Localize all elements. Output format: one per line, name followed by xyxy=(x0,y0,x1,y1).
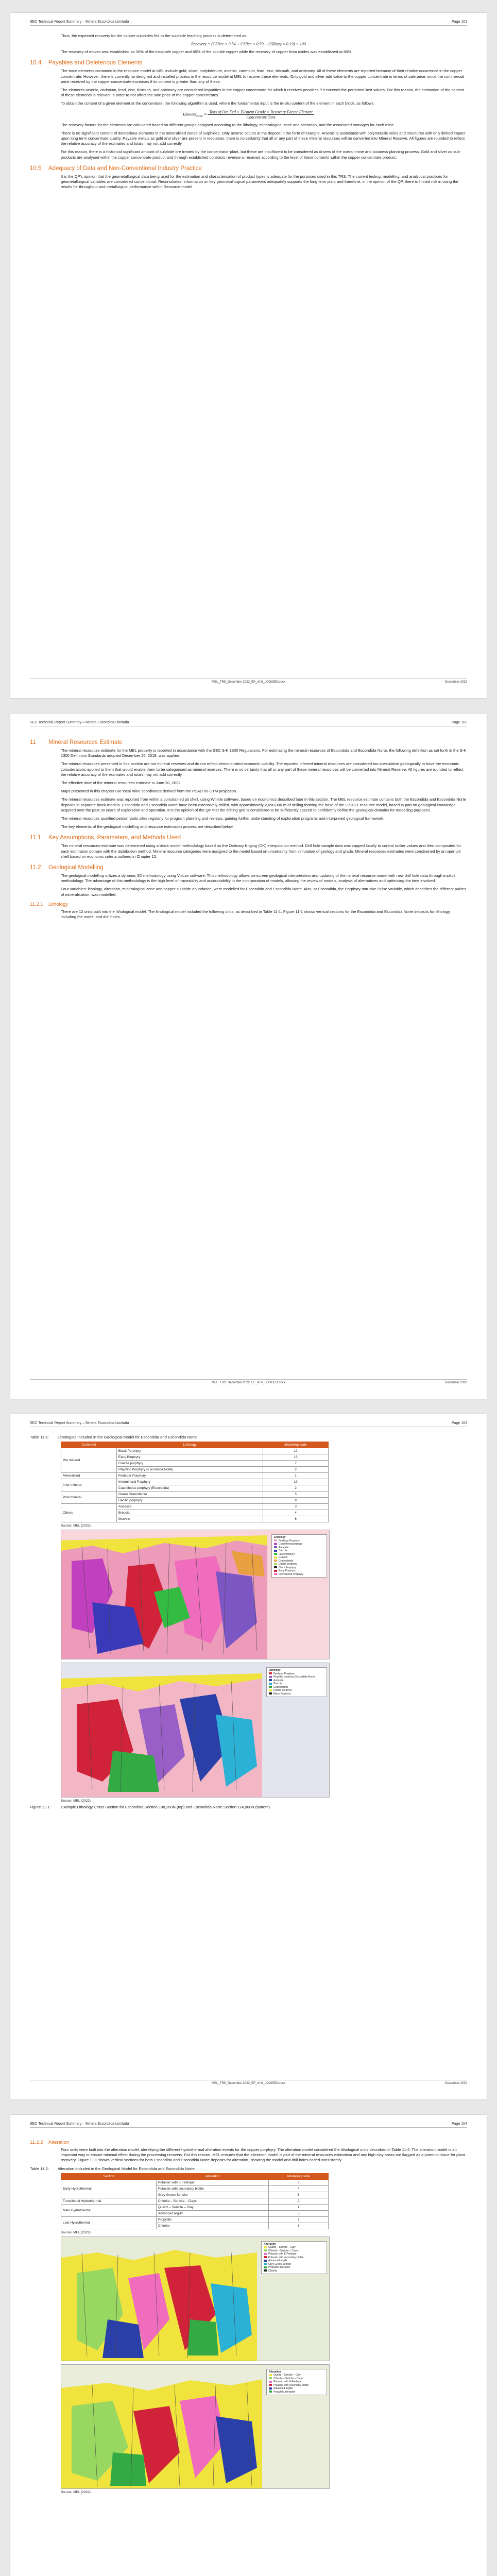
table-cell: 4 xyxy=(263,1510,329,1516)
legend-swatch xyxy=(264,2249,267,2251)
paragraph: The recovery of moves was established as 30% of the insoluble copper and 60% of the soluble copper while the recovery of copper from oxides was established at 60%. xyxy=(61,49,353,55)
legend-label: Breccia xyxy=(279,1549,287,1552)
paragraph: The recovery factors for the elements are calculated based on different groups assigned according to the lithology, mineralogical zone and alteration, and the associated tonnages for each mine. xyxy=(61,122,395,127)
lithology-table xyxy=(61,1442,329,1522)
legend-item xyxy=(264,2269,324,2273)
legend-swatch xyxy=(264,2263,267,2265)
legend-label: Feldspar Porphyry xyxy=(273,1672,295,1675)
table-cell: Early Porphyry xyxy=(116,1454,263,1461)
legend-swatch xyxy=(274,1539,277,1541)
table-cell: Rhyolitic Porphyry (Escondida Norte) xyxy=(116,1467,263,1473)
paragraph: The mineral resources estimate was reported from within a constrained pit shell, using Whittle software, based on economics described later in this section. The MEL resource estimate contains both the Escondida and Escondida Norte deposits in separate block models. Escondida and Escondida Norte have been extensively drilled, with approximately 2,690,000 m of drilling forming the base of the LP2021 resource model, based in part on geological knowledge acquired over the past 30 years of exploration and operation. It is the opinion of the QP that the drilling grid is considered to be sufficiently spaced to confidently define the geological domains for modelling purposes. xyxy=(61,797,466,812)
page-103 xyxy=(10,1414,487,2099)
table-group-cell: Post mineral xyxy=(61,1492,117,1504)
legend-swatch xyxy=(269,1692,272,1694)
table-cell: Potassic with secondary biotite xyxy=(156,2185,268,2192)
paragraph: The mineral resources qualified person visits sites regularly for program planning and reviews, gaining further understanding of exploration programs and interpreted geological framework. xyxy=(61,816,385,821)
table-cell: 3 xyxy=(263,1504,329,1510)
table-cell: Breccia xyxy=(116,1510,263,1516)
paragraph: Four units were built into the alteration model, identifying the different hydrothermal alteration events for the copper porphyry. The alteration model considered the lithological units described in Table 11-2. The alteration model is an important way to ensure minimal effect during the processing recovery. For this reason, MEL ensures that the alteration model is part of the mineral resources estimation and any high clay areas are flagged as a potential issue for plant recovery. Figure 11-2 shows vertical sections for both Escondida and Escondida Norte deposits for alteration, showing the model and drill holes coded consistently. xyxy=(61,2147,465,2163)
legend-swatch xyxy=(274,1566,277,1568)
legend-label: Advanced argillic xyxy=(273,2387,293,2391)
table-group-cell: Transitional Hydrothermal xyxy=(61,2198,157,2204)
footer-file: MEL_TRS_December 2022_EF_v0.6_LOGGED.docx xyxy=(212,681,285,684)
table-group-cell: Early Hydrothermal xyxy=(61,2179,157,2198)
legend-label: Dacitic porphyry xyxy=(279,1563,297,1566)
legend-label: Andesite xyxy=(273,1679,284,1682)
legend-label: Breccia xyxy=(273,1682,282,1685)
table-cell: Coarse porphyry xyxy=(116,1461,263,1467)
table-group-cell: Mineralised xyxy=(61,1473,117,1479)
section-heading-10-4: 10.4 Payables and Deleterious Elements xyxy=(30,60,143,66)
lithology-legend-top xyxy=(271,1534,327,1578)
table-row xyxy=(61,1492,329,1498)
page-header xyxy=(30,1421,467,1427)
legend-label: Black Porphyry xyxy=(279,1566,296,1569)
legend-label: Quartz – Sericite – Clay xyxy=(268,2246,296,2249)
table-cell: 7 xyxy=(263,1461,329,1467)
page-header xyxy=(30,721,467,726)
legend-label: Grey Green Sericite xyxy=(268,2262,292,2266)
table-cell: Advanced argillic xyxy=(156,2210,268,2216)
table-header-cell: Alteration xyxy=(156,2173,268,2179)
legend-swatch xyxy=(274,1553,277,1555)
chapter-heading-11: 11 Mineral Resources Estimate xyxy=(30,739,123,745)
table-group-cell: Main Hydrothermal xyxy=(61,2204,157,2216)
paragraph: The mineral resources presented in this section are not mineral reserves and do not reflect demonstrated economic viability. The reported inferred mineral resources are considered too speculative geologically to have the economic considerations applied to them that would enable them to be categorised as mineral reserves. There is no certainty that all or any part of these mineral resources will be converted into Mineral Reserve. All figures are rounded to reflect the relative accuracy of the estimates and totals may not add correctly. xyxy=(61,761,464,777)
paragraph: The trace elements contained in the resource model at MEL include gold, silver, molybdenum, arsenic, cadmium, lead, zinc, bismuth, and antimony. All of these elements are reported because of their relative occurrence in the copper concentrate. However, there is currently no designed and installed process in the resource model at MEL to recover these elements. Only gold and silver add value to the copper concentrate in terms of sale price, since the commercial price received by the copper concentrate increases if its content is greater than any of these. xyxy=(61,69,465,84)
legend-label: Granodioritic xyxy=(273,1685,288,1689)
table-cell: 2 xyxy=(263,1485,329,1492)
table-cell: 12 xyxy=(263,1448,329,1454)
page-header xyxy=(30,20,467,26)
legend-swatch xyxy=(264,2246,267,2248)
legend-label: Chlorite – Sericite – Clays xyxy=(268,2249,298,2252)
table-cell: 7 xyxy=(269,2216,329,2223)
legend-label: Quartz – Sericite – Clay xyxy=(273,2374,301,2377)
legend-label: Potassic with secondary biotite xyxy=(273,2383,309,2387)
footer-file: MEL_TRS_December 2022_EF_v0.6_LOGGED.docx xyxy=(212,1381,285,1384)
figure-caption: Figure 11-1: Example Lithology Cross-Section for Escondida Section 108,260N (top) and Escondida Norte Section 114,000N (bottom) xyxy=(30,1805,270,1809)
paragraph: The geological modelling utilizes a dynamic 3D methodology using Vulcan software. This methodology allows on-screen geological interpretation and updating of the mineral resource model with new drill hole data through implicit methodology. The advantage of this methodology is the high level of traceability and accountability in the incorporation of models, allowing the review of models, analysis of alternatives and optimising the time involved. xyxy=(61,873,456,884)
legend-title: Lithology xyxy=(274,1536,286,1539)
legend-title: Lithology xyxy=(269,1669,281,1672)
lithology-section-escondida-norte xyxy=(61,1663,330,1798)
header-title: SEC Technical Report Summary – Minera Escondida Limitada xyxy=(30,1421,129,1425)
legend-title: Alteration xyxy=(269,2370,281,2374)
section-heading-11-2: 11.2 Geological Modelling xyxy=(30,865,104,871)
paragraph: For this reason, there is a historical significant amount of sulphide ore treated by the concentrator plant, but these are insufficient to be considered as drivers of the overall mine and business planning process. Gold and silver as sub-products are analysed within the copper concentrate product and through established contracts revenue is received according to the level of these contents within the copper concentrate product. xyxy=(61,149,461,160)
page-number: Page 103 xyxy=(452,1421,467,1425)
figure-source: Source: MEL (2022) xyxy=(61,2490,91,2494)
table-cell: Cuarcifeous porphyry (Escondida) xyxy=(116,1485,263,1492)
table-caption: Table 11-2: Alteration Included in the Geological Model for Escondida and Escondida Norte xyxy=(30,2166,195,2171)
legend-swatch xyxy=(269,2381,272,2383)
table-cell: Black Porphyry xyxy=(116,1448,263,1454)
legend-swatch xyxy=(269,1679,272,1681)
table-header-cell: Section xyxy=(61,2173,157,2179)
table-row xyxy=(61,2179,329,2185)
page-footer xyxy=(30,1379,467,1386)
legend-label: Propylitic alteration xyxy=(273,2390,296,2394)
legend-swatch xyxy=(264,2256,267,2258)
legend-swatch xyxy=(274,1570,277,1572)
legend-swatch xyxy=(269,1686,272,1688)
legend-swatch xyxy=(269,2384,272,2386)
legend-label: Gravels xyxy=(279,1556,288,1559)
legend-swatch xyxy=(274,1573,277,1575)
legend-label: Early Porphyry xyxy=(279,1569,296,1572)
legend-label: Cuarcifeousporphyry xyxy=(279,1543,303,1546)
table-cell: 1 xyxy=(263,1473,329,1479)
alteration-section-escondida xyxy=(61,2236,330,2361)
paragraph: Maps presented in this chapter use local mine coordinates derived from the PSAD-56 UTM projection. xyxy=(61,789,237,794)
legend-label: Chlorite xyxy=(268,2269,278,2273)
legend-swatch xyxy=(269,2374,272,2376)
alteration-section-escondida-norte xyxy=(61,2364,330,2489)
table-group-cell: Late Hydrothermal xyxy=(61,2216,157,2229)
footer-date: December 2022 xyxy=(445,1381,467,1384)
table-group-cell: Others xyxy=(61,1504,117,1522)
table-header-cell: Lithology xyxy=(116,1442,263,1448)
table-header-row xyxy=(61,2173,329,2179)
page-104 xyxy=(10,2115,487,2576)
legend-swatch xyxy=(264,2269,267,2272)
legend-label: Granodioritic xyxy=(279,1559,294,1563)
footer-date: December 2022 xyxy=(445,2082,467,2085)
paragraph: Four variables: lithology, alteration, mineralogical zone and copper sulphide abundance, were modelled for Escondida and Escondida Norte. Also, at Escondida, the Porphyry Intrusive Pulse variable, which describes the different pulses of mineralisation, was modelled. xyxy=(61,887,466,897)
table-cell: 6 xyxy=(269,2192,329,2198)
table-row xyxy=(61,1448,329,1454)
paragraph: It is the QP's opinion that the geometallurgical data being used for the estimation and characterisation of product types is adequate for the purposes used in this TRS. The current testing, modelling, and analytical practices for geometallurgical variables are considered conventional. Reconciliation information on key geometallurgical parameters adequately supports the long term plan; and therefore, in the opinion of the QP, there is limited risk in using the results for throughput and metallurgical performance within Resource model. xyxy=(61,174,458,190)
page-number: Page 104 xyxy=(452,2122,467,2126)
table-cell: Chlorite – Sericite – Clays xyxy=(156,2198,268,2204)
section-heading-11-1: 11.1 Key Assumptions, Parameters, and Methods Used xyxy=(30,835,181,841)
table-header-cell: Comment xyxy=(61,1442,117,1448)
page-101 xyxy=(10,13,487,698)
legend-label: Advanced argillic xyxy=(268,2259,288,2263)
section-heading-10-5: 10.5 Adequacy of Data and Non-Conventional Industry Practice xyxy=(30,165,202,172)
paragraph: The effective date of the mineral resources estimate is June 30, 2022. xyxy=(61,781,182,786)
table-cell: 8 xyxy=(269,2223,329,2229)
table-cell: Dacitic porphyry xyxy=(116,1498,263,1504)
legend-swatch xyxy=(274,1563,277,1565)
header-title: SEC Technical Report Summary – Minera Escondida Limitada xyxy=(30,721,129,724)
table-cell: 1 xyxy=(269,2204,329,2210)
table-cell: 5 xyxy=(263,1492,329,1498)
legend-swatch xyxy=(269,2377,272,2379)
legend-swatch xyxy=(269,1689,272,1691)
table-cell: 2 xyxy=(269,2198,329,2204)
table-cell: 19 xyxy=(263,1479,329,1485)
legend-label: Rhyolitic porphyry (Escondida Norte) xyxy=(273,1675,316,1679)
table-header-cell: Modelling code xyxy=(269,2173,329,2179)
section-heading-11-2-2: 11.2.2 Alteration xyxy=(30,2140,70,2145)
table-cell: Feldspar Porphyry xyxy=(116,1473,263,1479)
page-number: Page 102 xyxy=(452,721,467,724)
table-source: Source: MEL (2022) xyxy=(61,1524,91,1528)
table-cell: Grey Green Sericite xyxy=(156,2192,268,2198)
legend-label: Late Porphyry xyxy=(279,1552,295,1556)
page-footer xyxy=(30,2080,467,2087)
legend-swatch xyxy=(264,2253,267,2255)
table-cell: 2 xyxy=(263,1467,329,1473)
legend-title: Alteration xyxy=(264,2242,276,2246)
footer-file: MEL_TRS_December 2022_EF_v0.6_LOGGED.docx xyxy=(212,2082,285,2085)
legend-label: Potassic with K Feldspar xyxy=(268,2252,297,2256)
lithology-section-escondida xyxy=(61,1530,330,1659)
legend-label: Propylitic alteration xyxy=(268,2266,290,2269)
legend-swatch xyxy=(269,1676,272,1678)
table-row xyxy=(61,2198,329,2204)
legend-label: Feldspar Porphyry xyxy=(279,1539,300,1543)
figure-source: Source: MEL (2022) xyxy=(61,1799,91,1803)
table-cell: Gravels xyxy=(116,1516,263,1522)
legend-label: Intermineral Porphyry xyxy=(279,1572,303,1576)
legend-item xyxy=(274,1573,324,1577)
legend-swatch xyxy=(274,1550,277,1552)
paragraph: The elements arsenic, cadmium, lead, zinc, bismuth, and antimony are considered impurities in the copper concentrate for which it receives penalties if it exceeds the permitted limit values. For this reason, the estimation of the content of these elements is relevant in order to not affect the sale price of the copper concentrates. xyxy=(61,88,465,98)
paragraph: The key elements of the geological modelling and resource estimation process are described below. xyxy=(61,824,234,829)
page-footer xyxy=(30,679,467,686)
table-group-cell: Inter mineral xyxy=(61,1479,117,1492)
table-cell: Andesite xyxy=(116,1504,263,1510)
table-group-cell: Pre mineral xyxy=(61,1448,117,1473)
paragraph: This mineral resources estimate was determined using a block model methodology based on the Ordinary Kriging (OK) interpolation method. Drill hole sample data was capped locally to control outlier values and then composited for each estimation domain with the distribution method. Mineral resource categories were assigned to the model based on uncertainty from simulation of geology and grade. Mineral resources estimates were constrained by an open pit shell based on economic criteria outlined in Chapter 12. xyxy=(61,843,461,859)
table-cell: 6 xyxy=(263,1516,329,1522)
table-row xyxy=(61,2204,329,2210)
page-102 xyxy=(10,714,487,1399)
table-cell: Green Granodiorite xyxy=(116,1492,263,1498)
paragraph: To obtain the content of a given element at the concentrate, the following algorithm is used, where the fundamental input is the in-situ content of the element in each block, as follows: xyxy=(61,101,375,106)
table-cell: Intermineral Porphyry xyxy=(116,1479,263,1485)
table-source: Source: MEL (2022) xyxy=(61,2230,91,2234)
table-cell: Potassic with K Feldspar xyxy=(156,2179,268,2185)
table-cell: 3 xyxy=(269,2179,329,2185)
legend-label: Dacitic porphyry xyxy=(273,1689,292,1692)
recovery-equation: Recovery = (CSRcc × 0.54 + CSRcc × 0.59 + CSRcpy × 0.19) × 100 xyxy=(191,42,306,47)
lithology-legend-bottom xyxy=(266,1667,327,1697)
legend-item xyxy=(269,2391,324,2394)
legend-swatch xyxy=(274,1543,277,1545)
alteration-table xyxy=(61,2173,329,2229)
table-cell: Chlorite xyxy=(156,2223,268,2229)
table-header-row xyxy=(61,1442,329,1448)
table-row xyxy=(61,2216,329,2223)
element-concentrate-equation: Element$_{conc}$ = $\frac{\text{Tons of Ore Fed × Element Grade × Recovery Factor Element}}{\text{Concentrate Tons}}$ xyxy=(30,110,467,120)
paragraph: Thus, the expected recovery for the copper sulphides fed to the sulphide leaching process is determined as: xyxy=(61,33,248,38)
legend-label: Chlorite – Sericite – Clays xyxy=(273,2377,303,2380)
legend-label: Andesite xyxy=(279,1546,289,1549)
legend-label: Potassic with K Feldspar xyxy=(273,2380,302,2384)
table-cell: 13 xyxy=(263,1454,329,1461)
header-title: SEC Technical Report Summary – Minera Escondida Limitada xyxy=(30,2122,129,2126)
legend-label: Potassic with secondary biotite xyxy=(268,2256,304,2259)
footer-date: December 2022 xyxy=(445,681,467,684)
table-row xyxy=(61,1473,329,1479)
table-cell: 4 xyxy=(269,2185,329,2192)
legend-swatch xyxy=(274,1546,277,1548)
legend-item xyxy=(269,1692,324,1696)
table-cell: 9 xyxy=(263,1498,329,1504)
alteration-legend-top xyxy=(261,2241,327,2275)
legend-swatch xyxy=(264,2266,267,2268)
legend-swatch xyxy=(269,1683,272,1685)
section-heading-11-2-1: 11.2.1 Lithology xyxy=(30,901,68,907)
page-header xyxy=(30,2122,467,2128)
legend-swatch xyxy=(269,2387,272,2389)
paragraph: There are 12 units built into the lithological model. The lithological model included the following units, as described in Table 11-1. Figure 11-1 shows vertical sections for the Escondida and Escondida Norte deposits for lithology, including the model and drill holes. xyxy=(61,909,451,920)
paragraph: The mineral resources estimate for the MEL property is reported in accordance with the SEC S-K 1300 Regulations. For estimating the mineral resources of Escondida and Escondida Norte, the following definition as set forth in the S-K 1300 Definition Standards adopted December 26, 2018, was applied. xyxy=(61,748,467,758)
table-cell: Propylitic xyxy=(156,2216,268,2223)
alteration-legend-bottom xyxy=(266,2369,327,2396)
header-title: SEC Technical Report Summary – Minera Escondida Limitada xyxy=(30,20,129,24)
legend-swatch xyxy=(274,1560,277,1562)
table-row xyxy=(61,1479,329,1485)
paragraph: There is no significant content of deleterious elements in the mineralised zones of sulphides. Only arsenic occurs at the deposit in the form of enargite. Arsenic is associated with polymetallic veins and structures with only limited impact upon long term concentrate quality. Payable metals as gold and silver are present in resources, there is no certainty that all or any part of these mineral resources will be converted into Mineral Reserve. All figures are rounded to reflect the relative accuracy of the estimates and totals may not add correctly. xyxy=(61,130,466,146)
table-cell: Quartz – Sericite – Clay xyxy=(156,2204,268,2210)
legend-label: Black Porphyry xyxy=(273,1692,291,1696)
table-caption: Table 11-1: Lithologies Included in the Geological Model for Escondida and Escondida Norte xyxy=(30,1435,197,1439)
legend-swatch xyxy=(274,1556,277,1558)
legend-swatch xyxy=(264,2260,267,2262)
table-row xyxy=(61,1504,329,1510)
table-header-cell: Modelling code xyxy=(263,1442,329,1448)
table-cell: 5 xyxy=(269,2210,329,2216)
page-number: Page 101 xyxy=(452,20,467,24)
legend-swatch xyxy=(269,2391,272,2393)
legend-swatch xyxy=(269,1672,272,1674)
